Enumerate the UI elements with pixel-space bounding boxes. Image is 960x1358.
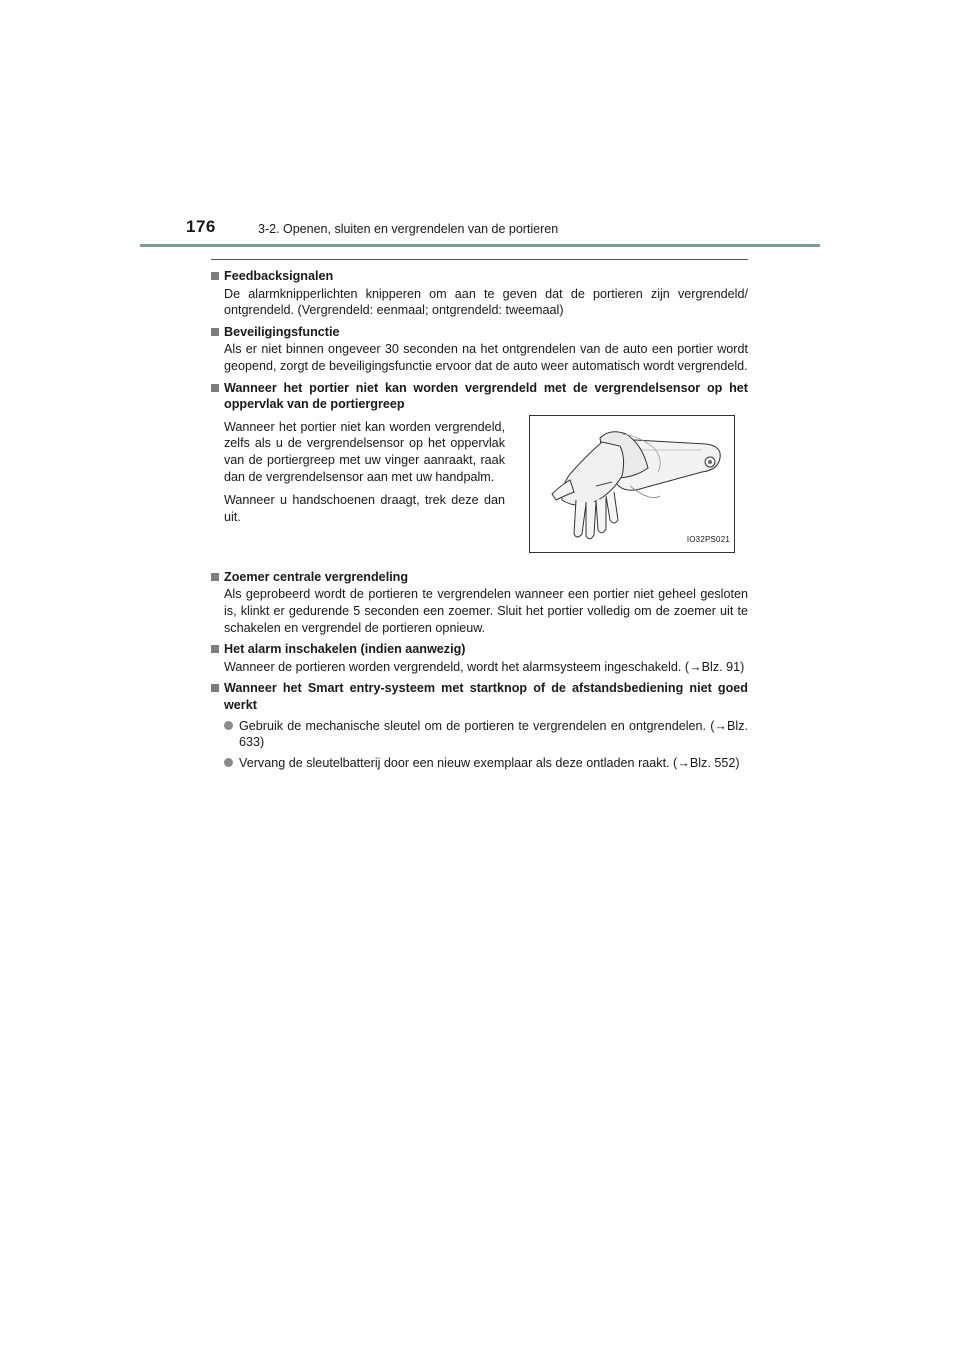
section-body: Als geprobeerd wordt de portieren te vergrendelen wanneer een portier niet geheel gesloten is, klinkt er gedurende 5 seconden een zoemer. Sluit het portier volledig om de zoemer uit te schakelen en vergrendel de portieren opnieuw.	[224, 587, 748, 635]
section-alarm	[211, 641, 748, 675]
section-body: Wanneer de portieren worden vergrendeld, wordt het alarmsysteem ingeschakeld. (→Blz. 91)	[224, 659, 745, 674]
round-bullet-icon	[224, 758, 233, 767]
square-bullet-icon	[211, 645, 219, 653]
list-item-text: Gebruik de mechanische sleutel om de portieren te vergrendelen en ontgrendelen. (→Blz. 633)	[239, 718, 748, 750]
section-heading: Het alarm inschakelen (indien aanwezig)	[224, 642, 466, 657]
section-heading: Wanneer het Smart entry-systeem met startknop of de afstandsbediening niet goed werkt	[224, 681, 748, 712]
page-number: 176	[186, 217, 216, 236]
square-bullet-icon	[211, 573, 219, 581]
section-paragraph: Wanneer u handschoenen draagt, trek deze dan uit.	[224, 493, 505, 524]
square-bullet-icon	[211, 384, 219, 392]
header-divider	[140, 244, 820, 247]
square-bullet-icon	[211, 272, 219, 280]
square-bullet-icon	[211, 328, 219, 336]
round-bullet-icon	[224, 721, 233, 730]
section-body: De alarmknipperlichten knipperen om aan te geven dat de portieren zijn vergrendeld/ ontgrendeld. (Vergrendeld: eenmaal; ontgrendeld: tweemaal)	[224, 286, 748, 318]
section-smart-entry	[211, 680, 748, 771]
section-sensor	[211, 380, 748, 553]
section-paragraph: Wanneer het portier niet kan worden vergrendeld, zelfs als u de vergrendelsensor op het oppervlak van de portiergreep met uw vinger aanraakt, raak dan de vergrendelsensor aan met uw handpalm.	[224, 419, 505, 484]
section-buzzer	[211, 569, 748, 636]
section-heading: Beveiligingsfunctie	[224, 324, 340, 339]
section-body: Als er niet binnen ongeveer 30 seconden na het ontgrendelen van de auto een portier wordt geopend, zorgt de beveiligingsfunctie ervoor dat de auto weer automatisch wordt vergrendeld.	[224, 342, 748, 373]
section-heading: Feedbacksignalen	[224, 269, 334, 283]
section-title: 3-2. Openen, sluiten en vergrendelen van de portieren	[258, 222, 559, 236]
section-security	[211, 324, 748, 375]
section-heading: Zoemer centrale vergrendeling	[224, 569, 409, 584]
square-bullet-icon	[211, 684, 219, 692]
list-item	[211, 718, 748, 751]
section-feedback	[211, 268, 748, 319]
section-heading: Wanneer het portier niet kan worden vergrendeld met de vergrendelsensor op het oppervlak van de portiergreep	[224, 380, 748, 412]
figure-code: IO32PS021	[686, 535, 730, 545]
list-item-text: Vervang de sleutelbatterij door een nieuw exemplaar als deze ontladen raakt. (→Blz. 552)	[239, 755, 740, 770]
page-content	[211, 259, 748, 776]
hand-on-door-handle-illustration	[529, 415, 735, 553]
list-item	[211, 755, 748, 772]
